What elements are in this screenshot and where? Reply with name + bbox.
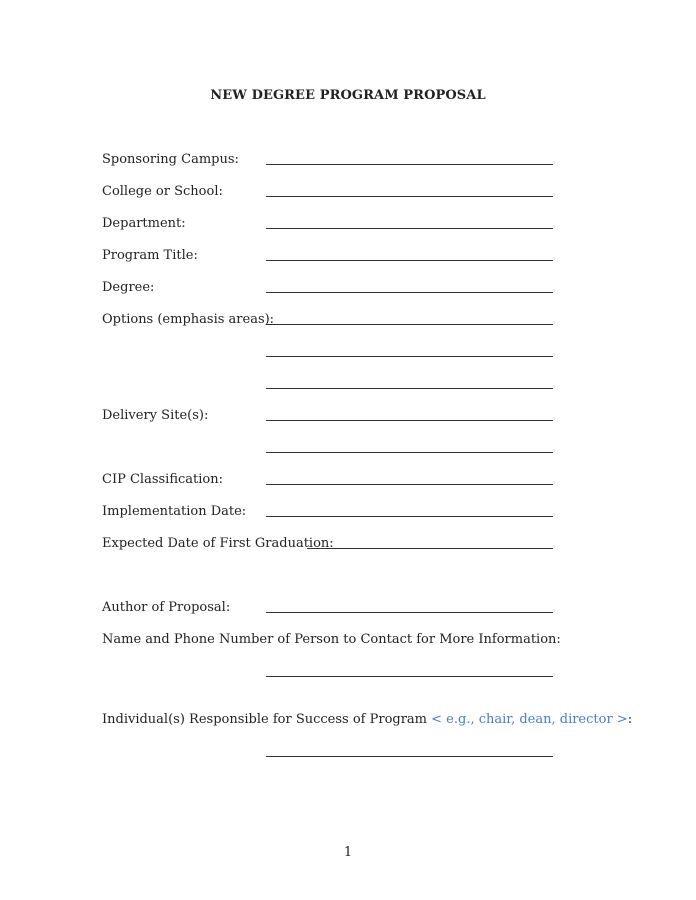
label-author: Author of Proposal: xyxy=(102,600,231,615)
label-responsible xyxy=(102,712,632,727)
responsible-suffix: : xyxy=(627,712,633,727)
blank-options-3[interactable] xyxy=(266,388,553,389)
label-department: Department: xyxy=(102,216,186,231)
blank-college-or-school[interactable] xyxy=(266,196,553,197)
label-degree: Degree: xyxy=(102,280,155,295)
blank-delivery-sites-2[interactable] xyxy=(266,452,553,453)
blank-options-2[interactable] xyxy=(266,356,553,357)
blank-sponsoring-campus[interactable] xyxy=(266,164,553,165)
blank-author[interactable] xyxy=(266,612,553,613)
label-program-title: Program Title: xyxy=(102,248,198,263)
blank-implementation-date[interactable] xyxy=(266,516,553,517)
label-sponsoring-campus: Sponsoring Campus: xyxy=(102,152,239,167)
page-number: 1 xyxy=(343,845,353,860)
blank-department[interactable] xyxy=(266,228,553,229)
responsible-hint: < e.g., chair, dean, director > xyxy=(431,712,628,727)
blank-expected-first-graduation[interactable] xyxy=(307,548,553,549)
blank-degree[interactable] xyxy=(266,292,553,293)
responsible-prefix: Individual(s) Responsible for Success of Program xyxy=(102,712,432,727)
label-delivery-sites: Delivery Site(s): xyxy=(102,408,209,423)
label-contact: Name and Phone Number of Person to Contact for More Information: xyxy=(102,632,561,647)
blank-contact[interactable] xyxy=(266,676,553,677)
label-implementation-date: Implementation Date: xyxy=(102,504,247,519)
blank-options-1[interactable] xyxy=(266,324,553,325)
blank-responsible[interactable] xyxy=(266,756,553,757)
label-options: Options (emphasis areas): xyxy=(102,312,275,327)
page-title: NEW DEGREE PROGRAM PROPOSAL xyxy=(210,88,486,103)
blank-program-title[interactable] xyxy=(266,260,553,261)
blank-delivery-sites-1[interactable] xyxy=(266,420,553,421)
label-cip-classification: CIP Classification: xyxy=(102,472,223,487)
label-expected-first-graduation: Expected Date of First Graduation: xyxy=(102,536,334,551)
blank-cip-classification[interactable] xyxy=(266,484,553,485)
label-college-or-school: College or School: xyxy=(102,184,223,199)
